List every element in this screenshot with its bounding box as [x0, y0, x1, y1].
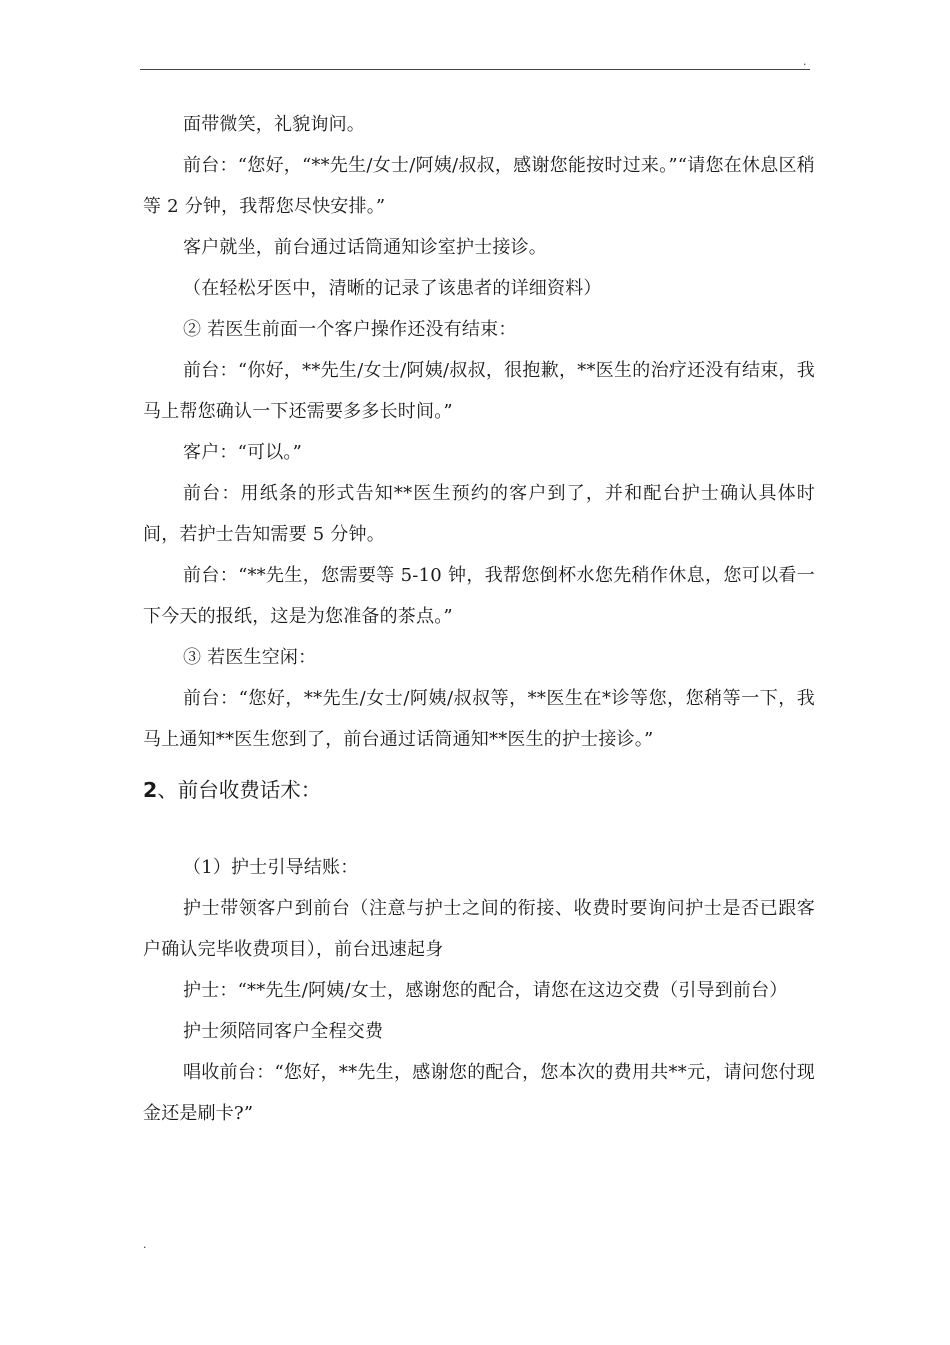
- paragraph: 护士须陪同客户全程交费: [183, 1021, 384, 1042]
- paragraph: 面带微笑，礼貌询问。: [183, 114, 365, 135]
- section-heading-number: 2: [143, 778, 158, 802]
- paragraph: 护士带领客户到前台（注意与护士之间的衔接、收费时要询问护士是否已跟客户确认完毕收费项目），前台迅速起身: [143, 898, 815, 960]
- paragraph: 前台：“**先生，您需要等 5-10 钟，我帮您倒杯水您先稍作休息，您可以看一下今天的报纸，这是为您准备的茶点。”: [143, 565, 815, 627]
- paragraph: ② 若医生前面一个客户操作还没有结束：: [183, 319, 517, 340]
- paragraph: 前台：“你好，**先生/女士/阿姨/叔叔，很抱歉，**医生的治疗还没有结束，我马上帮您确认一下还需要多多长时间。”: [143, 360, 815, 422]
- section-heading-text: 、前台收费话术：: [157, 778, 322, 802]
- paragraph: 客户就坐，前台通过话筒通知诊室护士接诊。: [183, 237, 547, 258]
- paragraph: 前台：用纸条的形式告知**医生预约的客户到了，并和配台护士确认具体时间，若护士告知需要 5 分钟。: [143, 483, 815, 545]
- paragraph: （在轻松牙医中，清晰的记录了该患者的详细资料）: [183, 278, 602, 299]
- paragraph: 唱收前台：“您好，**先生，感谢您的配合，您本次的费用共**元，请问您付现金还是刷卡?”: [143, 1062, 815, 1124]
- footer-mark: .: [143, 1238, 147, 1251]
- paragraph: 客户：“可以。”: [183, 442, 303, 463]
- paragraph: ③ 若医生空闲：: [183, 647, 317, 668]
- section-heading: [143, 770, 815, 811]
- header-rule: [140, 69, 810, 70]
- paragraph: 前台：“您好，“**先生/女士/阿姨/叔叔，感谢您能按时过来。”“请您在休息区稍等 2 分钟，我帮您尽快安排。”: [143, 155, 815, 217]
- paragraph: 前台：“您好，**先生/女士/阿姨/叔叔等，**医生在*诊等您，您稍等一下，我马上通知**医生您到了，前台通过话筒通知**医生的护士接诊。”: [143, 688, 815, 750]
- paragraph: 护士：“**先生/阿姨/女士，感谢您的配合，请您在这边交费（引导到前台）: [183, 980, 788, 1001]
- header-mark: .: [803, 55, 807, 68]
- document-body: [143, 104, 815, 1134]
- paragraph: （1）护士引导结账：: [183, 857, 359, 878]
